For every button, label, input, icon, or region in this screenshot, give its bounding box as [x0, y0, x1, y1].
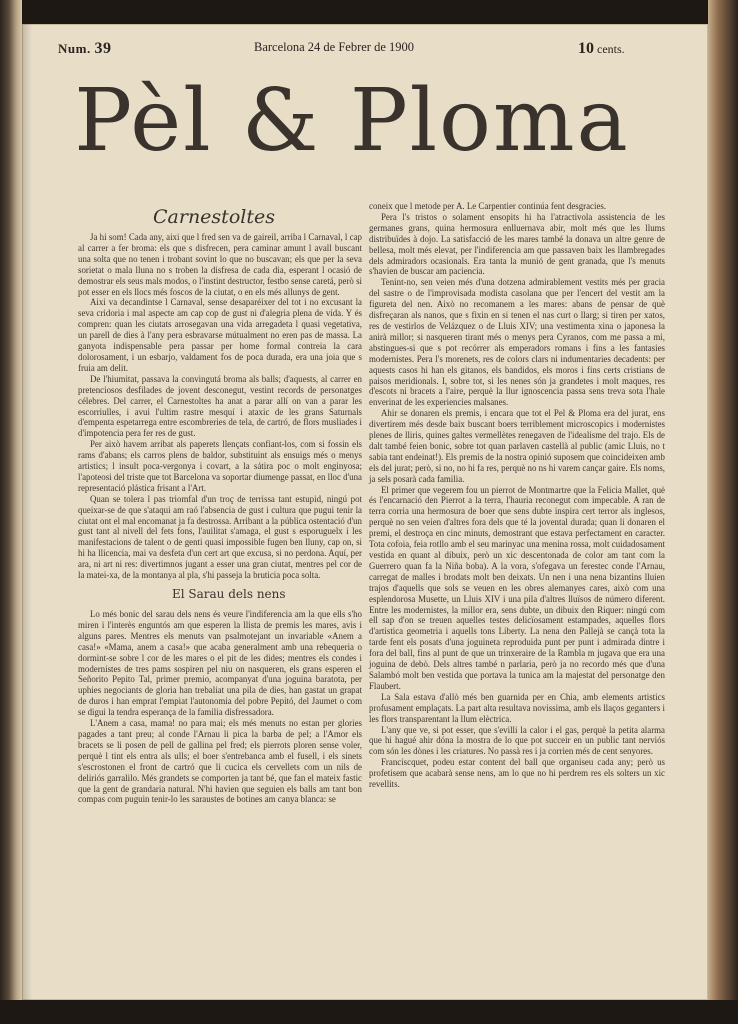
paragraph: Lo més bonic del sarau dels nens és veure l'indiferencia am la que ells s'ho miren i l'interès enguntós am que esperen la llista de premis les mares, avis i alguns pares. Mentres els menuts van psalmotejant un invariable «Anem a casa!» «Mama, anem a casa!» que acaba generalment amb una rebequeria o dormint-se sobre l cor de les mares o el pit de les dides; mentres els condes i modernistes de tres pams sospiren pel niu on nasqueren, els grans esperen el Señorito Pepito Tal, primer premio, acompanyat d'una joguina baratota, per uphies negociants de gloria han trebaliat una pila de dies, han gastat un grapat de duros i han emprat l'empiat l'autonomia del pobre Pepitó, del Jaumet o com se digui la tendra esperança de la familia disfressadora. [78, 609, 362, 718]
book-spine [0, 0, 22, 1024]
page-fold-shadow [22, 24, 32, 1000]
masthead-title: Pèl & Ploma [74, 71, 630, 171]
paragraph: L'any que ve, si pot esser, que s'evilli la calor i el gas, perquè la petita alarma que hi hagué ahir dóna la mostra de lo que pot succeir en un public tant nerviós com són les dònes i les criatures. No passà res i ja corrien més de cent senyores. [369, 724, 665, 757]
issue-number-value: 39 [94, 40, 112, 57]
scan-border-bottom [0, 1000, 738, 1024]
paragraph: Franciscquet, podeu estar content del ball que organiseu cada any; però us profetisem que acabarà sense nens, am lo que no hi perdrem res els solters un xic revellits. [369, 757, 665, 790]
paragraph: L'Anem a casa, mama! no para mai; els més menuts no estan per glories pagades a tant preu; al conde l'Arnau li pica la barba de pel; a l'Amor els bracets se li posen de pell de gallina pel fred; els pierrots ploren sense voler, perquè l tint els entra als ulls; el boer s'entrebanca amb el fusell, i els sinets s'escrostonen el front de cartró que li cucica els cervellets com un nils de deliriós garralilo. Més grandets se comporten ja tant bé, que fan el mateix fastic que la gent de grandaria natural. N'hi havien que seguien els balls am tant bon compas com puguin tenir-lo les saraustes de botines am canya blanca: se [78, 718, 362, 805]
article-title-carnestoltes: Carnestoltes [153, 206, 275, 228]
paragraph: De l'hiumitat, passava la convingutá broma als balls; d'aquests, al carrer en pretenciosos desfilades de jovent desconegut, vestint records de personatges célebres. Del carrer, el Carnestoltes ha anat a parar allí on van a parar les escorriulles, i avui l'ultim rastre mesquí i ataxic de les grans Saturnals d'empenta espetarrega entre escombreries de tela, de cartró, de flors musliades i d'impotencia pera fer res de gust. [78, 373, 362, 439]
paragraph: Per això havem arribat als paperets llençats confiant-los, com si fossin els rams d'abans; els carros plens de baldor, substituint als ensuigs més o menys artistics; l insult poca-vergonya i covart, a la sátira poc o molt enginyosa; l'apoteosi del triste que tot Barcelona va soportar diumenge passat, en lloc d'una representació plástica frisant a l'Art. [78, 439, 362, 493]
issue-price-unit: cents. [597, 42, 625, 56]
right-column [369, 201, 665, 790]
left-column [78, 232, 362, 805]
scan-border-right [708, 0, 738, 1024]
issue-number [58, 40, 111, 58]
issue-number-label: Num. [58, 41, 91, 56]
paragraph: El primer que vegerem fou un pierrot de Montmartre que la Felicia Mallet, què és l'encarnació den Pierrot a la terra, l'hauria reconegut com impecable. A ran de terra corria una hermosura de boer que sens dubte inspira cert terror als inglesos, perquè no sen veien d'altres fora dels que té la jovental durada; quan li donaren el premi, el destroça en cinc minuts, demostrant que estava perfectament en caracter. Tota cofoia, feia rotllo amb el seu marinyac una menina rossa, molt cuidadosament vestida en quant al dibuix, però un xic descentonada de color am tant com la Guerrero quan fa la Niña boba). A la vora, s'ofegava un ferestec conde l'Arnau, carregat de malles i brodats molt ben deixats. Un nen i una nena bizantins lluien trajos d'aquells que sols se veuen en les obres alemanyes cares, això com una esplendorosa Musette, un Lluis XIV i una pila d'altres lluïsos de número diferent. Entre les modernistes, la millor era, sens dubte, un dibuix den Riquer: ningú com ell sap d'on se treuen aquelles testes delicïosament estampades, aquelles flors d'artistica geometria i aquells tons Liberty. La nena den Pallejà se cançà tota la tarde fent els posats d'una joguineta reproduida punt per punt i admirada dintre i fora del ball, fins al punt de que un trinxeraire de la Rambla m jugava que era una joguina de debò. Dels altres també n parlaria, però ja no recordo més que d'una Salambó molt ben vestida que portava la tunica am la majestat del personatge den Flaubert. [369, 484, 665, 691]
paragraph: Ahir se donaren els premis, i encara que tot el Pel & Ploma era del jurat, ens divertirem més desde baix buscant boers terriblement microscopics i modernistes plenes de lliris, quines galtes vermellètes renegaven de l'idealisme del trajo. Els de dalt també feien bonic, sobre tot quan parlaven castellà al public (amic Lluis, no t sabia tant endeinat!). Els premis de la nostra opinió suposem que coincideixen amb els del jurat; però, si no, no hi fa res, perquè no ns hi varem cançar gaire. Els noms, ja sels posarà cada familia. [369, 408, 665, 484]
paragraph: Tenint-no, sen veien més d'una dotzena admirablement vestits més per gracia del sastre o de l'improvisada modista casolana que per l'encert del vestit am la figureta del nen. Això no recomanem a les mares: abans de pensar de què disfreçaran als nanos, que s fixin en si tenen el nas curt o llarg; si tiren per xatos, res de vestirlos de Velázquez o de Lluis XIV; una vestimenta xina o japonesa la anirà millor; si nasqueren tirant més o menys pera Cyranos, com me passa a mi, abstingues-si que s pot recórrer als emperadors romans i fins a les fantasies modernistes. Pera l's morenets, res de colors clars ni indumentaries decadents: per aquests casos hi han els gitanos, els bandidos, els moros i fins certs cristians de paisos meridionals. I, sobre tot, si les nenes són ja grandetes i molt maques, res d'escots ni bracets a l'aire, perquè la llur ignoscencia passa sens treva sota l'hale enverinat de les experiencies malsanes. [369, 277, 665, 408]
issue-date: Barcelona 24 de Febrer de 1900 [254, 40, 415, 54]
paragraph: Pera l's tristos o solament ensopits hi ha l'atractivola assistencia de les germanes grans, quina hermosura enlluernava abir, molt més que les llums distribuïdes à dojo. La satisfacció de les mares també la donava un altre genre de bellesa, molt més elevat, per l'indiferencia am que passaven baix les llambregades dels admiradors ocasionals. Era tanta la munió de gent granada, que l's menuts s'havien de buscar am paciencia. [369, 211, 665, 277]
paragraph: La Sala estava d'allò més ben guarnida per en Chia, amb elements artistics profusament emplaçats. La part alta resultava novissima, amb els llaços geganters i les flors transparentant la llum elèctrica. [369, 691, 665, 724]
paragraph: coneix que l metode per A. Le Carpentier continúa fent desgracies. [369, 201, 607, 211]
paragraph: Aixi va decandintse l Carnaval, sense desaparéixer del tot i no excusant la seva cridoria i mal aspecte am cap cop de gust ni d'alegria plena de vida. Y és compren: quan les ciutats arrosegavan una vida arregadeta l quasi vegetativa, un parell de dies à l'any pera esbravarse mútualment no eren pas de massa. La ganyota indispensable pera passar per home formal contreia la cara dolorosament, i un esbarjo, valdament fos de poca durada, era una joia que s fruia am delit. [78, 297, 362, 373]
issue-price [578, 40, 625, 58]
issue-price-value: 10 [578, 40, 594, 57]
article-title-sarau: El Sarau dels nens [172, 587, 286, 601]
scan-border-top [0, 0, 738, 24]
paragraph: Ja hi som! Cada any, aixi que l fred sen va de gaireil, arriba l Carnaval, l cap al carrer a fer broma: els que s disfrecen, pera caminar amunt l avall buscant una solta que no tenen i trobant sovint lo que no buscavan; els que per la seva sorietat o mala lluna no s troben la disfresa de cada dia, esperant l ocasió de demostrar els seus mals modos, o l'instint destructor, festbo sense caretá, però si pot esser en els llocs més foscos de la ciutat, o en els més allunys de gent. [78, 232, 362, 297]
paragraph: Quan se tolera l pas triomfal d'un troç de terrissa tant estupid, ningú pot queixar-se de que s'ataqui am raó l'absencia de gust i cultura que pugui tenir la ciutat ont el mal encomanat ja fa destrossa. Arribant a la pública ostentació d'un gust tant al nivell del fets fons, l'auilitat s'amaga, el gust s esporuguelx i les manifestacions de talent o de genti quasi impossible fugen ben lluny, cap on, si hi ha llicencia, mai va desfeta d'un cert art que excusa, si no perdona. Aquí, per ara, ni art ni res: divertimnos jugant a esser una gran ciutat, mentres pel cor de la matei-xa, de la montanya al pla, s'hi passeja la bruticia poca solta. [78, 493, 362, 581]
